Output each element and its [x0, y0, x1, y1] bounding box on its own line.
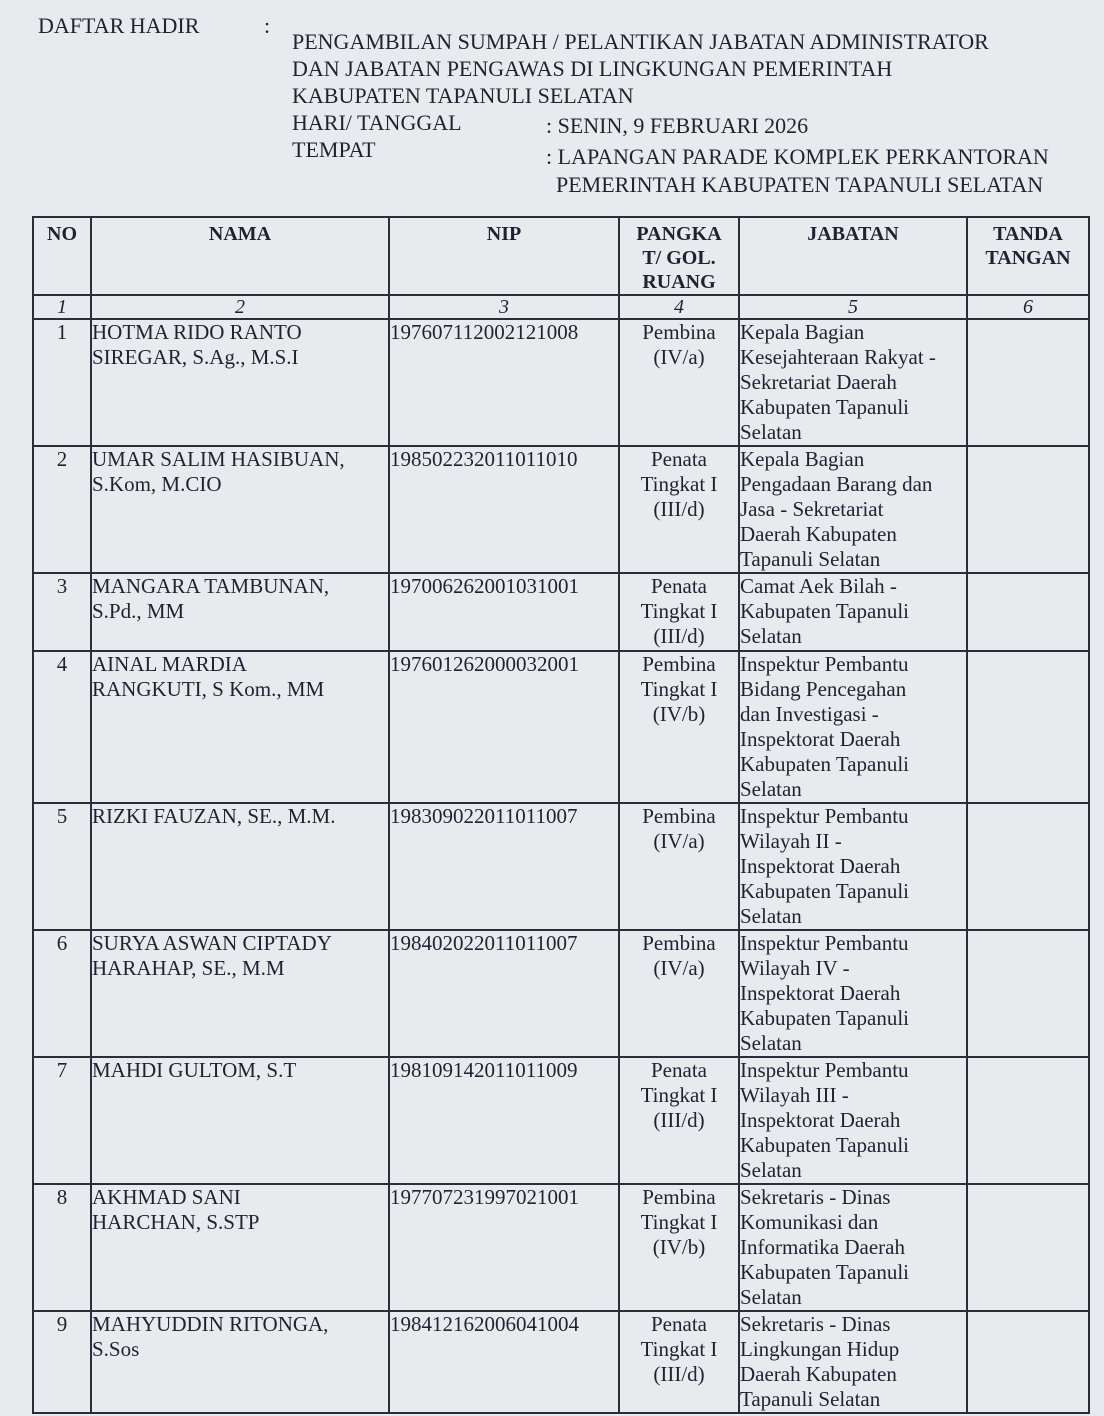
- table-row: [33, 930, 1089, 1057]
- row-no: 9: [33, 1311, 91, 1413]
- row-pangkat: Pembina Tingkat I (IV/b): [619, 1184, 739, 1311]
- row-pangkat: Pembina (IV/a): [619, 930, 739, 1057]
- column-number-row: [33, 295, 1089, 319]
- row-nip: 198309022011011007: [389, 803, 619, 930]
- column-number: 4: [619, 295, 739, 319]
- place-row: [292, 136, 1049, 197]
- row-pangkat: Pembina (IV/a): [619, 803, 739, 930]
- document-label: DAFTAR HADIR: [38, 13, 200, 38]
- row-nama: SURYA ASWAN CIPTADY HARAHAP, SE., M.M: [91, 930, 389, 1057]
- signature-cell[interactable]: [967, 803, 1089, 930]
- row-no: 1: [33, 319, 91, 446]
- row-jabatan: Camat Aek Bilah - Kabupaten Tapanuli Selatan: [739, 573, 967, 651]
- place-value-line2: PEMERINTAH KABUPATEN TAPANULI SELATAN: [556, 172, 1044, 197]
- event-title-line: DAN JABATAN PENGAWAS DI LINGKUNGAN PEMERINTAH: [292, 56, 893, 81]
- row-pangkat: Penata Tingkat I (III/d): [619, 1311, 739, 1413]
- row-pangkat: Penata Tingkat I (III/d): [619, 1057, 739, 1184]
- event-title-line: KABUPATEN TAPANULI SELATAN: [292, 83, 634, 108]
- table-row: [33, 446, 1089, 573]
- row-nip: 198109142011011009: [389, 1057, 619, 1184]
- signature-cell[interactable]: [967, 446, 1089, 573]
- row-jabatan: Kepala Bagian Pengadaan Barang dan Jasa - Sekretariat Daerah Kabupaten Tapanuli Selatan: [739, 446, 967, 573]
- header-no: NO: [33, 217, 91, 295]
- column-number: 6: [967, 295, 1089, 319]
- row-nama: MAHDI GULTOM, S.T: [91, 1057, 389, 1184]
- day-label: HARI/ TANGGAL: [292, 110, 462, 135]
- row-nama: HOTMA RIDO RANTO SIREGAR, S.Ag., M.S.I: [91, 319, 389, 446]
- row-no: 7: [33, 1057, 91, 1184]
- row-nama: MAHYUDDIN RITONGA, S.Sos: [91, 1311, 389, 1413]
- row-nama: AKHMAD SANI HARCHAN, S.STP: [91, 1184, 389, 1311]
- event-title: [292, 28, 1082, 109]
- table-row: [33, 651, 1089, 803]
- day-value: : SENIN, 9 FEBRUARI 2026: [546, 113, 809, 138]
- row-pangkat: Penata Tingkat I (III/d): [619, 573, 739, 651]
- column-number: 3: [389, 295, 619, 319]
- row-nip: 197607112002121008: [389, 319, 619, 446]
- row-nip: 197601262000032001: [389, 651, 619, 803]
- signature-cell[interactable]: [967, 1184, 1089, 1311]
- row-jabatan: Sekretaris - Dinas Komunikasi dan Informatika Daerah Kabupaten Tapanuli Selatan: [739, 1184, 967, 1311]
- row-jabatan: Inspektur Pembantu Bidang Pencegahan dan Investigasi - Inspektorat Daerah Kabupaten Tapanuli Selatan: [739, 651, 967, 803]
- row-no: 6: [33, 930, 91, 1057]
- row-nama: MANGARA TAMBUNAN, S.Pd., MM: [91, 573, 389, 651]
- table-row: [33, 319, 1089, 446]
- place-label: TEMPAT: [292, 137, 376, 162]
- row-nama: RIZKI FAUZAN, SE., M.M.: [91, 803, 389, 930]
- row-jabatan: Sekretaris - Dinas Lingkungan Hidup Daerah Kabupaten Tapanuli Selatan: [739, 1311, 967, 1413]
- row-jabatan: Kepala Bagian Kesejahteraan Rakyat - Sekretariat Daerah Kabupaten Tapanuli Selatan: [739, 319, 967, 446]
- table-row: [33, 803, 1089, 930]
- row-nama: UMAR SALIM HASIBUAN, S.Kom, M.CIO: [91, 446, 389, 573]
- row-no: 2: [33, 446, 91, 573]
- column-number: 1: [33, 295, 91, 319]
- row-nip: 197707231997021001: [389, 1184, 619, 1311]
- row-jabatan: Inspektur Pembantu Wilayah III - Inspektorat Daerah Kabupaten Tapanuli Selatan: [739, 1057, 967, 1184]
- header-pangkat: PANGKA T/ GOL. RUANG: [619, 217, 739, 295]
- row-no: 3: [33, 573, 91, 651]
- header-tanda-tangan: TANDA TANGAN: [967, 217, 1089, 295]
- signature-cell[interactable]: [967, 319, 1089, 446]
- table-row: [33, 1057, 1089, 1184]
- day-row: [292, 109, 809, 138]
- row-jabatan: Inspektur Pembantu Wilayah IV - Inspektorat Daerah Kabupaten Tapanuli Selatan: [739, 930, 967, 1057]
- row-nip: 198502232011011010: [389, 446, 619, 573]
- row-nip: 197006262001031001: [389, 573, 619, 651]
- row-no: 8: [33, 1184, 91, 1311]
- header-nama: NAMA: [91, 217, 389, 295]
- row-pangkat: Pembina (IV/a): [619, 319, 739, 446]
- header-jabatan: JABATAN: [739, 217, 967, 295]
- row-no: 4: [33, 651, 91, 803]
- table-row: [33, 1184, 1089, 1311]
- header-nip: NIP: [389, 217, 619, 295]
- row-no: 5: [33, 803, 91, 930]
- row-pangkat: Penata Tingkat I (III/d): [619, 446, 739, 573]
- column-number: 2: [91, 295, 389, 319]
- table-row: [33, 573, 1089, 651]
- row-nama: AINAL MARDIA RANGKUTI, S Kom., MM: [91, 651, 389, 803]
- row-pangkat: Pembina Tingkat I (IV/b): [619, 651, 739, 803]
- document-header: [38, 12, 1088, 202]
- row-nip: 198402022011011007: [389, 930, 619, 1057]
- row-jabatan: Inspektur Pembantu Wilayah II - Inspektorat Daerah Kabupaten Tapanuli Selatan: [739, 803, 967, 930]
- header-colon: :: [264, 13, 271, 38]
- attendance-table: [32, 216, 1090, 1414]
- row-nip: 198412162006041004: [389, 1311, 619, 1413]
- place-value-line1: : LAPANGAN PARADE KOMPLEK PERKANTORAN: [546, 144, 1049, 169]
- table-row: [33, 1311, 1089, 1413]
- table-header-row: [33, 217, 1089, 295]
- signature-cell[interactable]: [967, 930, 1089, 1057]
- signature-cell[interactable]: [967, 1311, 1089, 1413]
- signature-cell[interactable]: [967, 651, 1089, 803]
- signature-cell[interactable]: [967, 573, 1089, 651]
- column-number: 5: [739, 295, 967, 319]
- signature-cell[interactable]: [967, 1057, 1089, 1184]
- event-title-line: PENGAMBILAN SUMPAH / PELANTIKAN JABATAN ADMINISTRATOR: [292, 29, 989, 54]
